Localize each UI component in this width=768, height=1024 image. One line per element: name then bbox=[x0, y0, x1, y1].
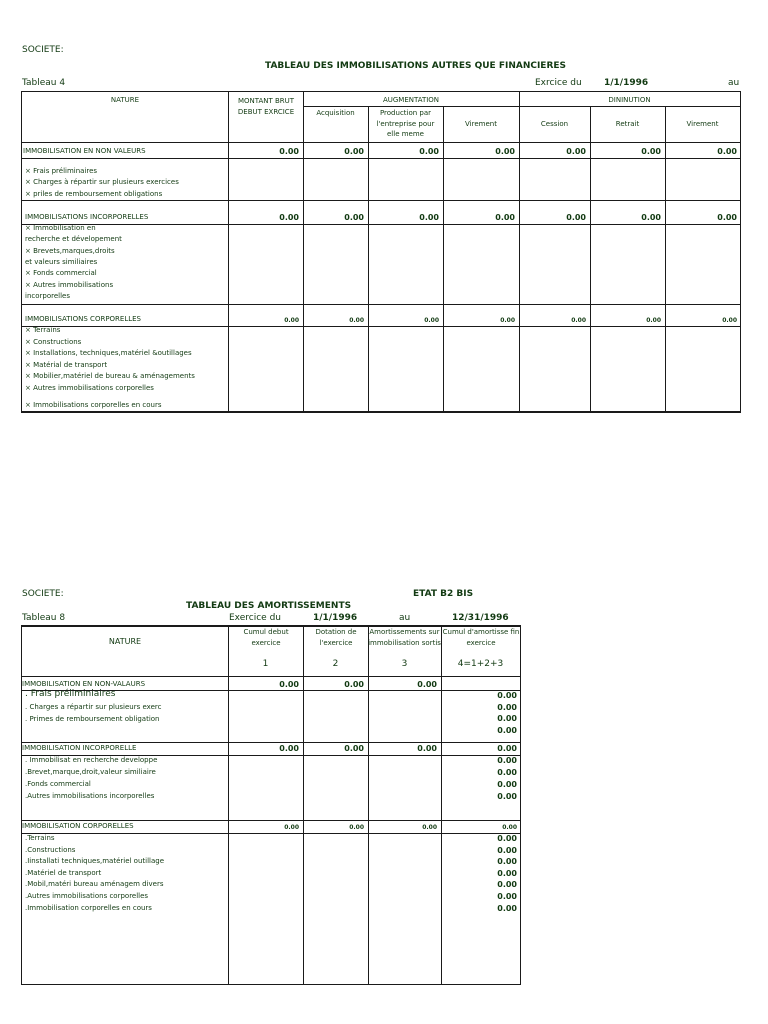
au-label: au bbox=[728, 78, 740, 88]
item-value: 0.00 bbox=[497, 857, 517, 866]
header-dotation: Dotation de l'exercice bbox=[315, 628, 357, 647]
group-value: 0.00 bbox=[344, 147, 364, 156]
list-item: × Brevets,marques,droits bbox=[25, 246, 115, 255]
list-item: × Installations, techniques,matériel &outillages bbox=[25, 349, 192, 357]
group-label: IMMOBILISATION CORPORELLES bbox=[22, 822, 134, 830]
item-value: 0.00 bbox=[497, 792, 517, 801]
group-value: 0.00 bbox=[502, 824, 517, 831]
group-value: 0.00 bbox=[641, 147, 661, 156]
list-item: . Charges a répartir sur plusieurs exerc bbox=[25, 703, 162, 711]
list-item: × Autres immobilisations corporelles bbox=[25, 383, 154, 392]
item-value: 0.00 bbox=[497, 768, 517, 777]
list-item: × Matérial de transport bbox=[25, 360, 108, 369]
group-value: 0.00 bbox=[344, 213, 364, 222]
list-item: × Autres immobilisations bbox=[25, 280, 114, 289]
list-item: .Brevet,marque,droit,valeur similiaire bbox=[25, 768, 156, 776]
group-value: 0.00 bbox=[417, 680, 437, 689]
group-value: 0.00 bbox=[279, 147, 299, 156]
table-title: TABLEAU DES AMORTISSEMENTS bbox=[186, 601, 352, 611]
group-value: 0.00 bbox=[497, 744, 517, 753]
list-item: . Immobilisat en recherche developpe bbox=[25, 756, 158, 764]
list-item: .Autres immobilisations corporelles bbox=[25, 892, 149, 900]
item-value: 0.00 bbox=[497, 846, 517, 855]
group-value: 0.00 bbox=[284, 824, 299, 831]
list-item: . Primes de remboursement obligation bbox=[25, 715, 160, 723]
table-title: TABLEAU DES IMMOBILISATIONS AUTRES QUE FINANCIERES bbox=[265, 61, 567, 71]
header-amort-sortis: Amortissements sur immobilisation sortis bbox=[368, 628, 441, 647]
list-item: × Fonds commercial bbox=[25, 269, 97, 278]
list-item: × Terrains bbox=[25, 326, 61, 334]
group-value: 0.00 bbox=[717, 213, 737, 222]
group-value: 0.00 bbox=[279, 744, 299, 753]
header-diminution: DININUTION bbox=[608, 96, 651, 104]
group-value: 0.00 bbox=[646, 317, 661, 324]
group-value: 0.00 bbox=[349, 317, 364, 324]
header-col-2: 2 bbox=[332, 659, 339, 669]
list-item: .Constructions bbox=[25, 846, 76, 854]
group-value: 0.00 bbox=[495, 147, 515, 156]
header-retrait: Retrait bbox=[615, 120, 640, 128]
group-value: 0.00 bbox=[422, 824, 437, 831]
item-value: 0.00 bbox=[497, 714, 517, 723]
item-value: 0.00 bbox=[497, 880, 517, 889]
list-item: × priles de remboursement obligations bbox=[25, 189, 163, 198]
item-value: 0.00 bbox=[497, 756, 517, 765]
date-from: 1/1/1996 bbox=[313, 613, 358, 623]
group-value: 0.00 bbox=[500, 317, 515, 324]
list-item: × Mobilier,matériel de bureau & aménagements bbox=[25, 372, 195, 380]
list-item: × Constructions bbox=[25, 337, 82, 346]
header-nature: NATURE bbox=[110, 96, 140, 104]
list-item: .Iinstallati techniques,matériel outillage bbox=[25, 857, 165, 865]
group-label: IMMOBILISATION EN NON-VALAURS bbox=[22, 680, 146, 688]
group-value: 0.00 bbox=[344, 744, 364, 753]
societe-label: SOCIETE: bbox=[22, 45, 64, 55]
list-item: × Immobilisation en bbox=[25, 224, 96, 232]
list-item: × Charges à répartir sur plusieurs exercices bbox=[25, 178, 179, 187]
group-value: 0.00 bbox=[566, 213, 586, 222]
group-value: 0.00 bbox=[497, 691, 517, 700]
header-augmentation: AUGMENTATION bbox=[382, 96, 440, 104]
date-to: 12/31/1996 bbox=[452, 613, 509, 623]
header-montant: MONTANT BRUT DEBUT EXRCICE bbox=[237, 97, 295, 116]
list-item: .Autres immobilisations incorporelles bbox=[25, 792, 155, 800]
exercice-label: Exrcice du bbox=[535, 78, 582, 88]
list-item: × Frais préliminaires bbox=[25, 167, 98, 175]
header-virement-dim: Virement bbox=[686, 120, 719, 128]
header-cession: Cession bbox=[540, 120, 569, 128]
item-value: 0.00 bbox=[497, 869, 517, 878]
group-value: 0.00 bbox=[349, 824, 364, 831]
etat-label: ETAT B2 BIS bbox=[413, 589, 474, 599]
tableau-number: Tableau 8 bbox=[22, 613, 66, 623]
group-label: IMMOBILISATIONS INCORPORELLES bbox=[25, 213, 149, 221]
exercice-label: Exercice du bbox=[229, 613, 281, 623]
header-col-4: 4=1+2+3 bbox=[457, 659, 504, 669]
header-nature: NATURE bbox=[108, 637, 142, 646]
group-value: 0.00 bbox=[571, 317, 586, 324]
societe-label: SOCIETE: bbox=[22, 589, 64, 599]
item-value: 0.00 bbox=[497, 834, 517, 843]
item-value: 0.00 bbox=[497, 780, 517, 789]
header-virement-aug: Virement bbox=[465, 120, 497, 128]
exercice-date: 1/1/1996 bbox=[604, 78, 649, 88]
item-value: 0.00 bbox=[497, 703, 517, 712]
group-value: 0.00 bbox=[722, 317, 737, 324]
header-production: Production par l'entreprise pour elle meme bbox=[376, 109, 435, 138]
list-item: .Matériel de transport bbox=[25, 869, 102, 877]
header-col-1: 1 bbox=[262, 659, 269, 669]
group-value: 0.00 bbox=[279, 680, 299, 689]
group-value: 0.00 bbox=[284, 317, 299, 324]
list-item: incorporelles bbox=[25, 291, 70, 300]
list-item: .Terrains bbox=[25, 834, 55, 842]
list-item: .Mobil,matéri bureau aménagem divers bbox=[25, 880, 164, 888]
item-value: 0.00 bbox=[497, 892, 517, 901]
header-cumul-fin: Cumul d'amortisse fin exercice bbox=[442, 628, 520, 647]
au-label: au bbox=[399, 613, 411, 623]
group-label: IMMOBILISATION EN NON VALEURS bbox=[23, 147, 146, 155]
list-item: .Immobilisation corporelles en cours bbox=[25, 904, 152, 912]
group-value: 0.00 bbox=[424, 317, 439, 324]
group-label: IMMOBILISATION INCORPORELLE bbox=[22, 744, 137, 752]
list-item: .Fonds commercial bbox=[25, 780, 91, 788]
group-value: 0.00 bbox=[417, 744, 437, 753]
group-value: 0.00 bbox=[419, 213, 439, 222]
list-item: × Immobilisations corporelles en cours bbox=[25, 401, 162, 409]
group-value: 0.00 bbox=[419, 147, 439, 156]
group-value: 0.00 bbox=[717, 147, 737, 156]
group-label: IMMOBILISATIONS CORPORELLES bbox=[25, 315, 142, 323]
tableau-number: Tableau 4 bbox=[22, 78, 66, 88]
group-value: 0.00 bbox=[279, 213, 299, 222]
list-item: recherche et dévelopement bbox=[25, 235, 122, 244]
group-value: 0.00 bbox=[495, 213, 515, 222]
list-item: et valeurs similiaires bbox=[25, 257, 98, 266]
header-col-3: 3 bbox=[401, 659, 408, 669]
header-cumul-debut: Cumul debut exercice bbox=[243, 628, 289, 647]
item-value: 0.00 bbox=[497, 904, 517, 913]
item-value: 0.00 bbox=[497, 726, 517, 735]
list-item: . Frais préliminiaires bbox=[25, 689, 116, 699]
group-value: 0.00 bbox=[344, 680, 364, 689]
group-value: 0.00 bbox=[566, 147, 586, 156]
header-acquisition: Acquisition bbox=[316, 109, 355, 117]
group-value: 0.00 bbox=[641, 213, 661, 222]
